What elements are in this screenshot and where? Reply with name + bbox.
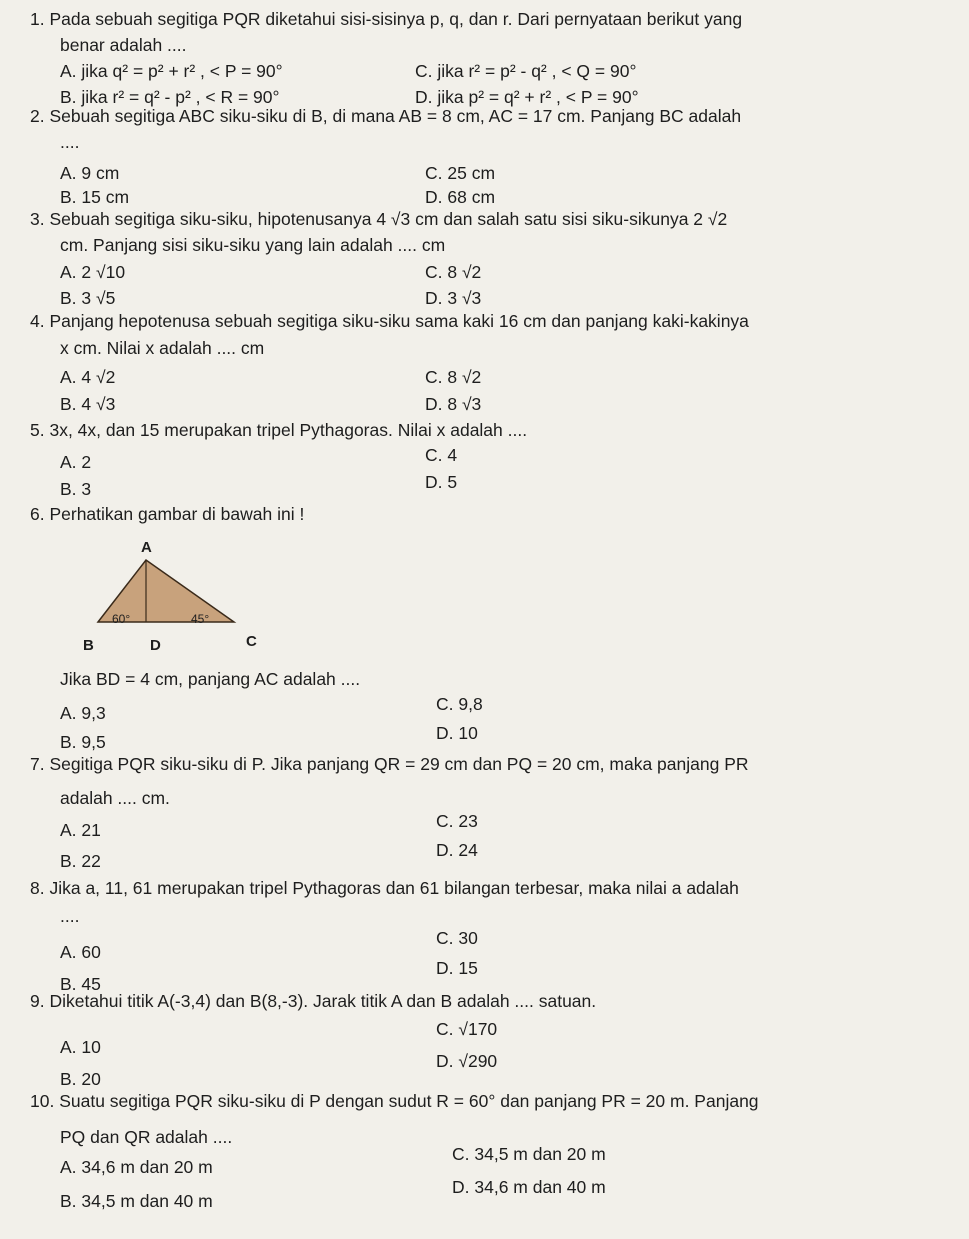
q10-option-c: C. 34,5 m dan 20 m xyxy=(452,1144,606,1164)
q1-stem-line2: benar adalah .... xyxy=(60,35,187,55)
q9-option-c: C. √170 xyxy=(436,1019,498,1039)
q8-option-a: A. 60 xyxy=(60,942,101,962)
q3-option-a: A. 2 √10 xyxy=(60,262,126,282)
q1-option-b: B. jika r² = q² - p² , < R = 90° xyxy=(60,87,280,107)
q10-stem-line2: PQ dan QR adalah .... xyxy=(60,1127,233,1147)
q7-option-b: B. 22 xyxy=(60,851,101,871)
q9-option-a: A. 10 xyxy=(60,1037,101,1057)
q2-option-d: D. 68 cm xyxy=(425,187,496,207)
vertex-label-a: A xyxy=(141,539,152,556)
q4-option-c: C. 8 √2 xyxy=(425,367,482,387)
vertex-label-c: C xyxy=(246,633,257,650)
q1-option-a: A. jika q² = p² + r² , < P = 90° xyxy=(60,61,283,81)
angle-label-left: 60° xyxy=(112,612,131,626)
q2-stem-line1: 2. Sebuah segitiga ABC siku-siku di B, di mana AB = 8 cm, AC = 17 cm. Panjang BC adalah xyxy=(30,106,742,126)
q4-option-d: D. 8 √3 xyxy=(425,394,482,414)
q7-stem-line2: adalah .... cm. xyxy=(60,788,170,808)
q8-option-d: D. 15 xyxy=(436,958,478,978)
q3-stem-line1: 3. Sebuah segitiga siku-siku, hipotenusanya 4 √3 cm dan salah satu sisi siku-sikunya 2 √2 xyxy=(30,209,728,229)
q10-option-a: A. 34,6 m dan 20 m xyxy=(60,1157,213,1177)
vertex-label-b: B xyxy=(83,637,94,654)
q5-option-d: D. 5 xyxy=(425,472,458,492)
q4-option-b: B. 4 √3 xyxy=(60,394,116,414)
q8-option-c: C. 30 xyxy=(436,928,478,948)
q1-option-c: C. jika r² = p² - q² , < Q = 90° xyxy=(415,61,637,81)
q2-option-b: B. 15 cm xyxy=(60,187,130,207)
q9-option-b: B. 20 xyxy=(60,1069,101,1089)
q1-option-d: D. jika p² = q² + r² , < P = 90° xyxy=(415,87,639,107)
q6-option-d: D. 10 xyxy=(436,723,478,743)
q3-option-b: B. 3 √5 xyxy=(60,288,116,308)
q5-option-c: C. 4 xyxy=(425,445,458,465)
q10-option-b: B. 34,5 m dan 40 m xyxy=(60,1191,213,1211)
q6-option-c: C. 9,8 xyxy=(436,694,483,714)
q3-option-c: C. 8 √2 xyxy=(425,262,482,282)
q6-option-a: A. 9,3 xyxy=(60,703,106,723)
q2-option-c: C. 25 cm xyxy=(425,163,496,183)
q2-stem-line2: .... xyxy=(60,132,80,152)
q5-stem-line1: 5. 3x, 4x, dan 15 merupakan tripel Pythagoras. Nilai x adalah .... xyxy=(30,420,528,440)
q8-stem-line1: 8. Jika a, 11, 61 merupakan tripel Pythagoras dan 61 bilangan terbesar, maka nilai a adalah xyxy=(30,878,739,898)
q7-option-a: A. 21 xyxy=(60,820,101,840)
q6-stem-line1: 6. Perhatikan gambar di bawah ini ! xyxy=(30,504,305,524)
q9-stem-line1: 9. Diketahui titik A(-3,4) dan B(8,-3). Jarak titik A dan B adalah .... satuan. xyxy=(30,991,597,1011)
q10-option-d: D. 34,6 m dan 40 m xyxy=(452,1177,606,1197)
q7-option-c: C. 23 xyxy=(436,811,478,831)
vertex-label-d: D xyxy=(150,637,161,654)
q2-option-a: A. 9 cm xyxy=(60,163,120,183)
q6-option-b: B. 9,5 xyxy=(60,732,106,752)
angle-label-right: 45° xyxy=(191,612,210,626)
q8-option-b: B. 45 xyxy=(60,974,101,994)
q4-option-a: A. 4 √2 xyxy=(60,367,116,387)
q3-stem-line2: cm. Panjang sisi siku-siku yang lain adalah .... cm xyxy=(60,235,446,255)
q9-option-d: D. √290 xyxy=(436,1051,498,1071)
q6-stem-line2: Jika BD = 4 cm, panjang AC adalah .... xyxy=(60,669,361,689)
q5-option-a: A. 2 xyxy=(60,452,92,472)
q1-stem-line1: 1. Pada sebuah segitiga PQR diketahui sisi-sisinya p, q, dan r. Dari pernyataan berikut yang xyxy=(30,9,743,29)
q5-option-b: B. 3 xyxy=(60,479,92,499)
q7-option-d: D. 24 xyxy=(436,840,478,860)
triangle-figure xyxy=(78,532,268,662)
q3-option-d: D. 3 √3 xyxy=(425,288,482,308)
q4-stem-line2: x cm. Nilai x adalah .... cm xyxy=(60,338,265,358)
q8-stem-line2: .... xyxy=(60,906,80,926)
q4-stem-line1: 4. Panjang hepotenusa sebuah segitiga siku-siku sama kaki 16 cm dan panjang kaki-kakinya xyxy=(30,311,749,331)
q10-stem-line1: 10. Suatu segitiga PQR siku-siku di P dengan sudut R = 60° dan panjang PR = 20 m. Panjang xyxy=(30,1091,759,1111)
q7-stem-line1: 7. Segitiga PQR siku-siku di P. Jika panjang QR = 29 cm dan PQ = 20 cm, maka panjang PR xyxy=(30,754,749,774)
